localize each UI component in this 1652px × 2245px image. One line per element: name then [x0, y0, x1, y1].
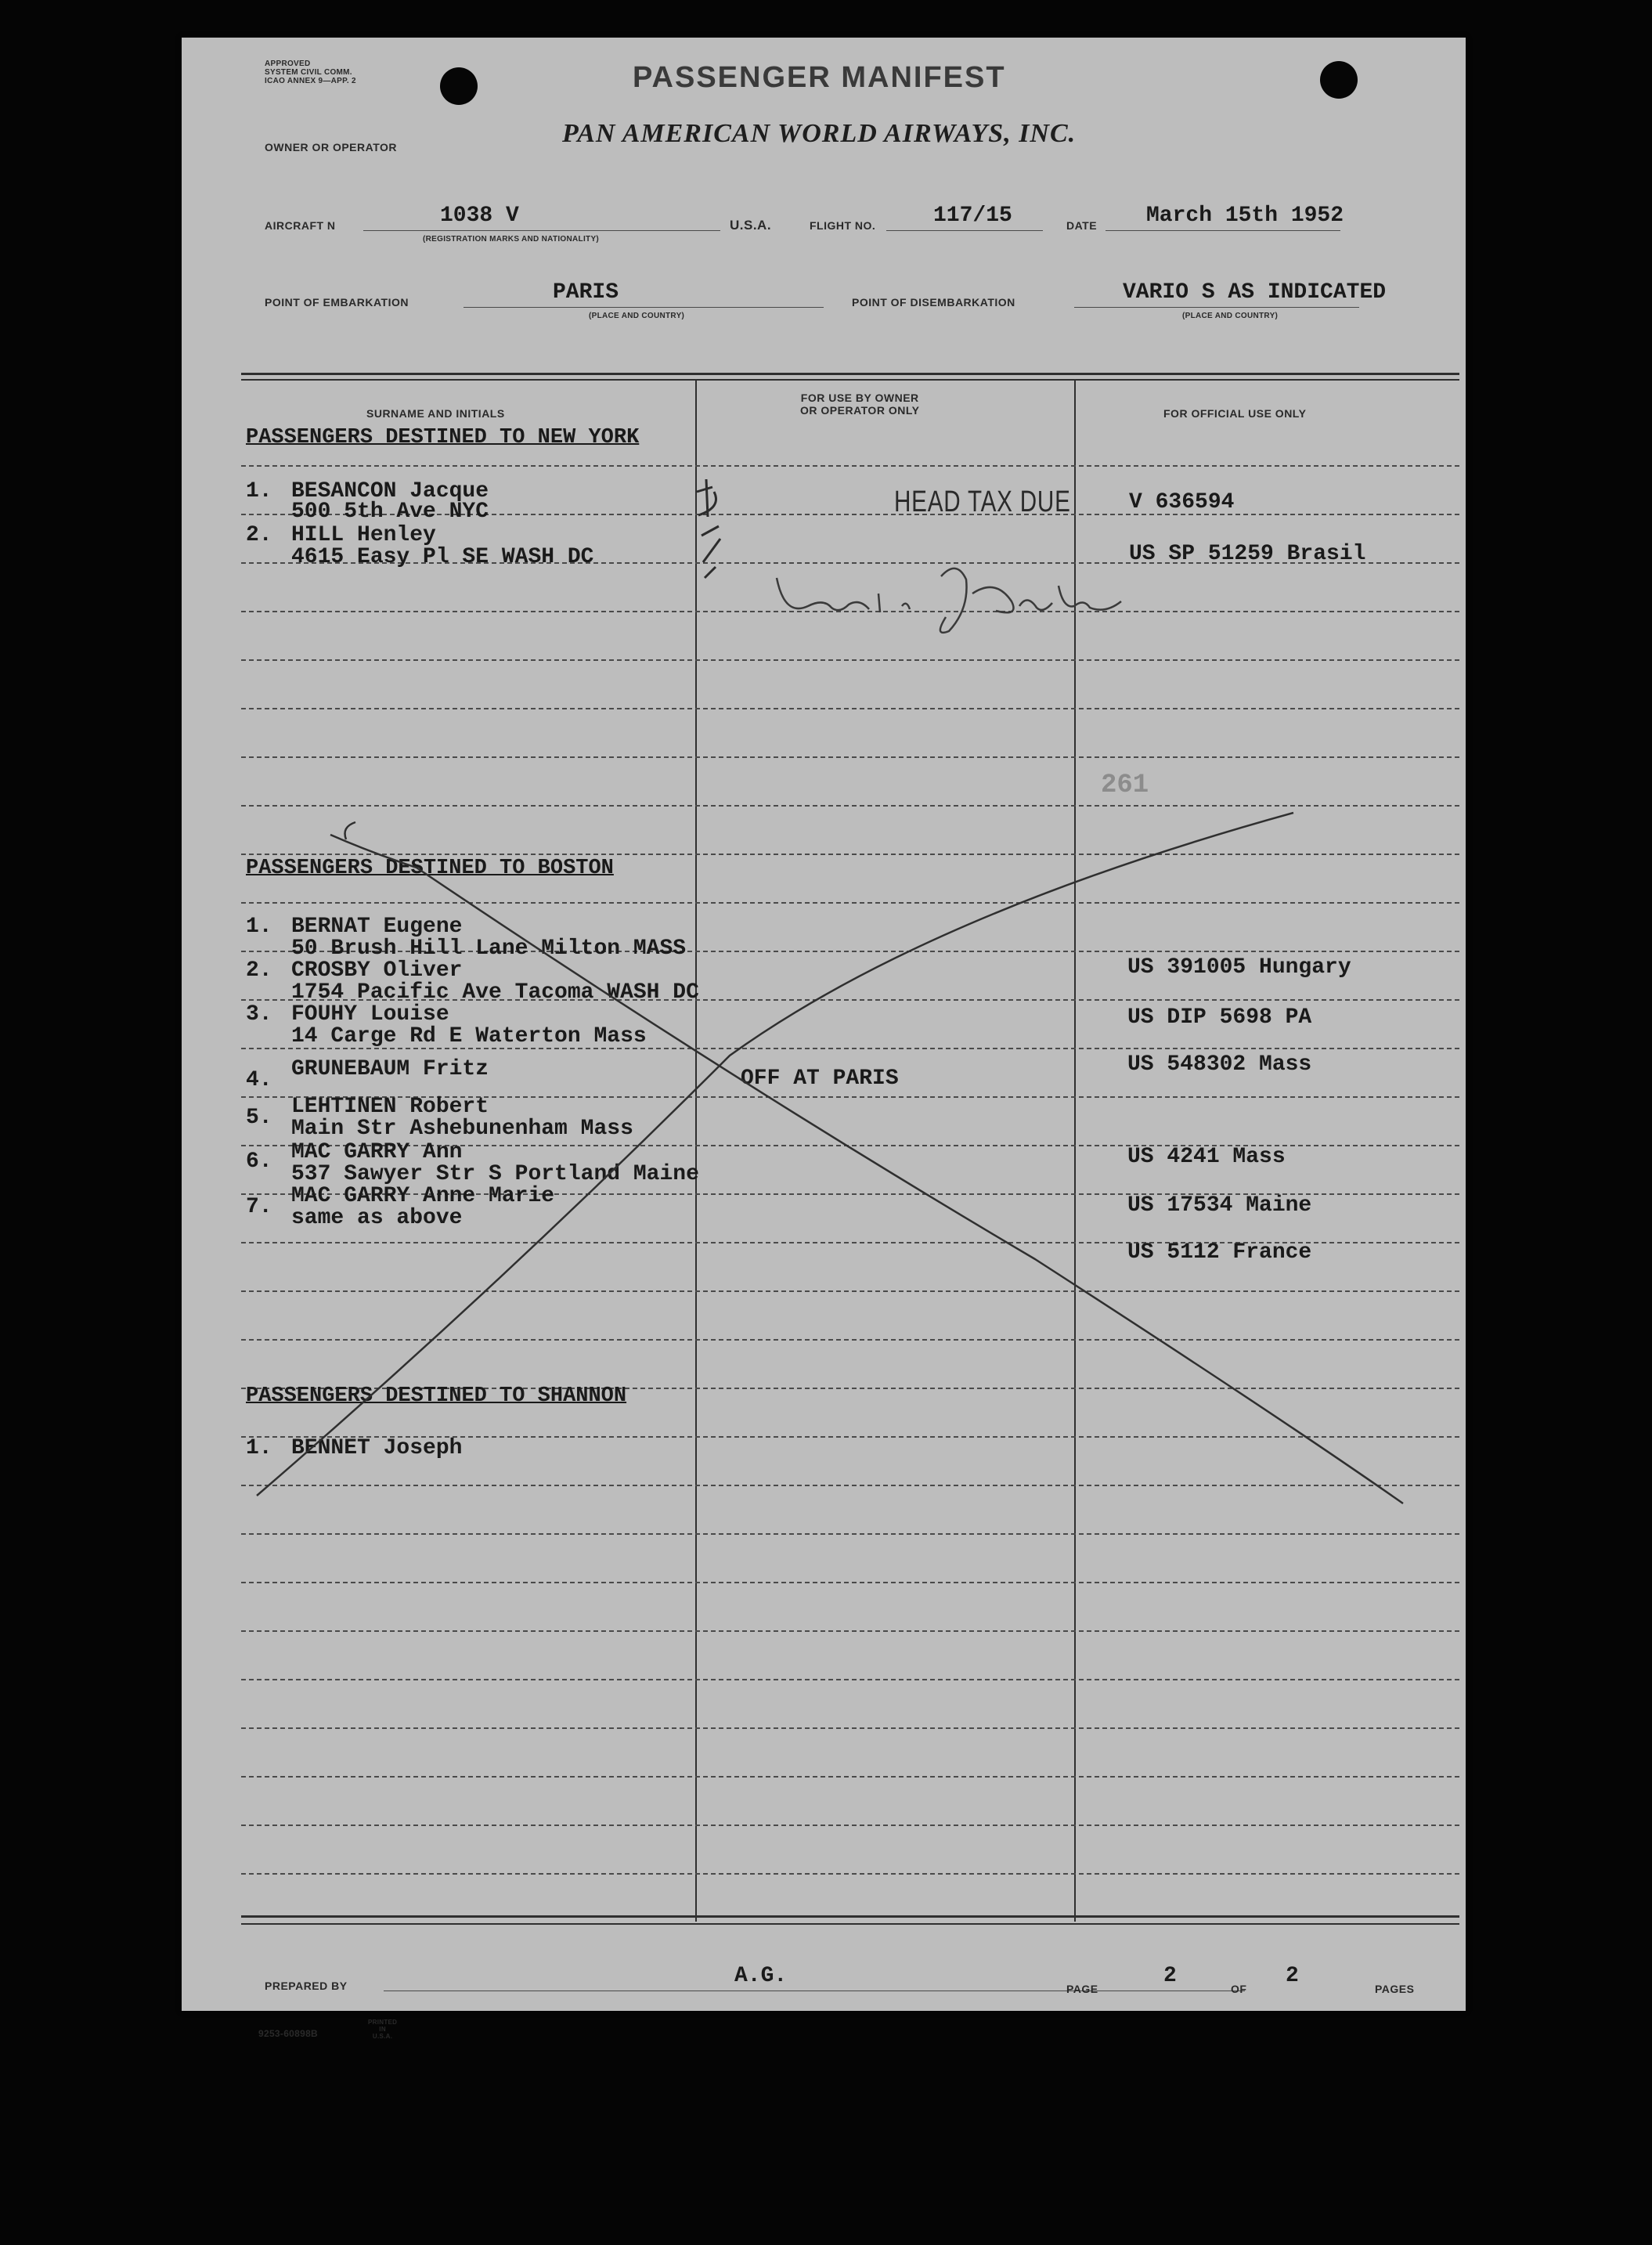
header-text: OR OPERATOR ONLY	[800, 404, 920, 417]
nationality-label: U.S.A.	[730, 218, 772, 233]
page-title: PASSENGER MANIFEST	[633, 61, 1006, 94]
flight-label: FLIGHT NO.	[810, 219, 876, 232]
embarkation-label: POINT OF EMBARKATION	[265, 296, 409, 309]
passenger-number: 7.	[246, 1195, 272, 1219]
embarkation-value: PARIS	[553, 280, 619, 305]
prepared-by-value: A.G.	[734, 1964, 788, 1988]
flight-value: 117/15	[933, 204, 1012, 228]
official-entry: US SP 51259 Brasil	[1129, 542, 1366, 566]
pages-label: PAGES	[1375, 1983, 1415, 1995]
group-heading-new-york: PASSENGERS DESTINED TO NEW YORK	[246, 426, 640, 449]
cross-out-mark	[182, 38, 1466, 2011]
aircraft-label: AIRCRAFT N	[265, 219, 336, 232]
passenger-name: BERNAT Eugene	[291, 915, 463, 939]
operator-note: OFF AT PARIS	[741, 1067, 899, 1091]
passenger-number: 4.	[246, 1068, 272, 1092]
official-entry: US 4241 Mass	[1127, 1145, 1286, 1169]
official-entry: US 17534 Maine	[1127, 1193, 1312, 1218]
official-entry: US 548302 Mass	[1127, 1052, 1312, 1077]
disembarkation-label: POINT OF DISEMBARKATION	[852, 296, 1015, 309]
passenger-number: 2.	[246, 958, 272, 983]
prepared-by-label: PREPARED BY	[265, 1980, 348, 1992]
aircraft-sub: (REGISTRATION MARKS AND NATIONALITY)	[423, 235, 600, 244]
passenger-address: 537 Sawyer Str S Portland Maine	[291, 1162, 699, 1186]
passenger-address: 500 5th Ave NYC	[291, 500, 489, 524]
passenger-name: FOUHY Louise	[291, 1002, 449, 1027]
page-number: 2	[1163, 1964, 1177, 1988]
passenger-name: MAC GARRY Ann	[291, 1140, 463, 1164]
printed-note-text: U.S.A.	[372, 2033, 393, 2040]
passenger-address: 14 Carge Rd E Waterton Mass	[291, 1024, 647, 1049]
passenger-name: CROSBY Oliver	[291, 958, 463, 983]
column-header-surname: SURNAME AND INITIALS	[366, 407, 505, 420]
printed-note-text: IN	[379, 2026, 386, 2033]
approval-text: ICAO ANNEX 9—APP. 2	[265, 77, 356, 85]
owner-value: PAN AMERICAN WORLD AIRWAYS, INC.	[562, 119, 1077, 148]
aircraft-value: 1038 V	[440, 204, 519, 228]
passenger-address: 50 Brush Hill Lane Milton MASS	[291, 937, 687, 961]
owner-label: OWNER OR OPERATOR	[265, 141, 397, 153]
page-label: PAGE	[1066, 1983, 1098, 1995]
passenger-name: BENNET Joseph	[291, 1436, 463, 1460]
passenger-address: Main Str Ashebunenham Mass	[291, 1117, 633, 1141]
official-entry: V 636594	[1129, 490, 1235, 514]
passenger-number: 1.	[246, 915, 272, 939]
passenger-name: GRUNEBAUM Fritz	[291, 1057, 489, 1081]
passenger-name: MAC GARRY Anne Marie	[291, 1184, 555, 1208]
passenger-name: LEHTINEN Robert	[291, 1095, 489, 1119]
of-label: OF	[1231, 1983, 1247, 1995]
passenger-number: 2.	[246, 523, 272, 547]
passenger-number: 5.	[246, 1106, 272, 1130]
passenger-name: HILL Henley	[291, 523, 436, 547]
header-text: FOR USE BY OWNER	[800, 392, 919, 404]
passenger-address: 4615 Easy Pl SE WASH DC	[291, 545, 594, 569]
approval-text: APPROVED	[265, 60, 311, 68]
printed-note-text: PRINTED	[368, 2019, 398, 2026]
page-total: 2	[1286, 1964, 1299, 1988]
approval-text: SYSTEM CIVIL COMM.	[265, 68, 352, 77]
passenger-number: 3.	[246, 1002, 272, 1027]
official-entry: US DIP 5698 PA	[1127, 1005, 1312, 1030]
column-header-official: FOR OFFICIAL USE ONLY	[1163, 407, 1307, 420]
disembarkation-sub: (PLACE AND COUNTRY)	[1182, 312, 1279, 320]
form-number: 9253-60898B	[258, 2028, 319, 2039]
date-label: DATE	[1066, 219, 1098, 232]
passenger-name: BESANCON Jacque	[291, 479, 489, 504]
passenger-address: same as above	[291, 1206, 463, 1230]
printed-note	[368, 2019, 397, 2040]
stray-number-mark: 261	[1101, 771, 1149, 800]
passenger-address: 1754 Pacific Ave Tacoma WASH DC	[291, 980, 699, 1005]
official-entry: US 5112 France	[1127, 1240, 1312, 1265]
group-heading-boston: PASSENGERS DESTINED TO BOSTON	[246, 857, 614, 880]
passenger-number: 1.	[246, 1436, 272, 1460]
disembarkation-value: VARIO S AS INDICATED	[1123, 280, 1387, 305]
passenger-number: 1.	[246, 479, 272, 504]
head-tax-stamp: HEAD TAX DUE	[894, 485, 1071, 518]
date-value: March 15th 1952	[1146, 204, 1344, 228]
official-entry: US 391005 Hungary	[1127, 955, 1351, 980]
group-heading-shannon: PASSENGERS DESTINED TO SHANNON	[246, 1384, 627, 1408]
embarkation-sub: (PLACE AND COUNTRY)	[589, 312, 685, 320]
passenger-number: 6.	[246, 1150, 272, 1174]
manifest-sheet	[182, 38, 1466, 2040]
